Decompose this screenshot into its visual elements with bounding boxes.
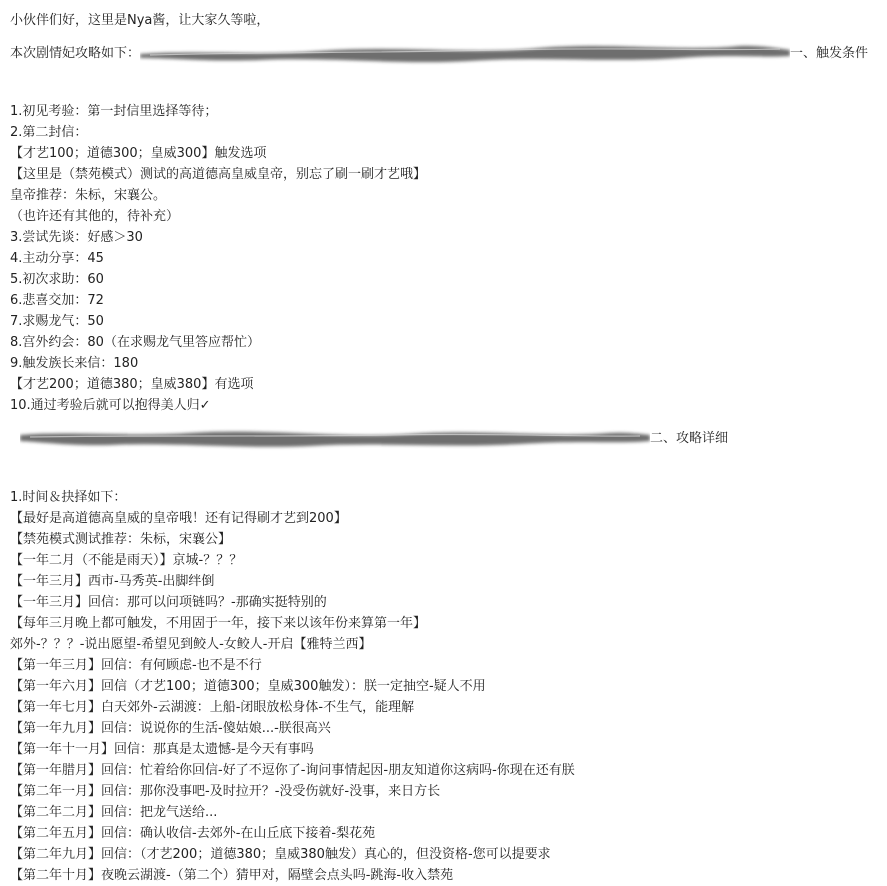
list-item: 【第一年六月】回信（才艺100；道德300；皇威300触发）：朕一定抽空-疑人不用 [10, 679, 486, 694]
list-item: （也许还有其他的，待补充） [10, 209, 180, 224]
list-item: 2.第二封信： [10, 125, 88, 140]
list-item: 【每年三月晚上都可触发，不用固于一年，接下来以该年份来算第一年】 [10, 616, 427, 631]
brush-divider-2 [20, 421, 650, 455]
list-item: 【第一年三月】回信：有何顾虑-也不是不行 [10, 658, 262, 673]
intro-greeting: 小伙伴们好，这里是Nya酱，让大家久等啦， [10, 13, 270, 28]
list-item: 【第一年腊月】回信：忙着给你回信-好了不逗你了-询问事情起因-朋友知道你这病吗-你现在还有朕 [10, 763, 575, 778]
list-item: 7.求赐龙气：50 [10, 314, 104, 329]
list-item: 【第二年十月】夜晚云湖渡-（第二个）猜甲对，隔壁会点头吗-跳海-收入禁苑 [10, 868, 454, 883]
brush-divider-1 [140, 36, 790, 70]
list-item: 1.初见考验：第一封信里选择等待； [10, 104, 218, 119]
list-item: 5.初次求助：60 [10, 272, 104, 287]
list-item: 9.触发族长来信：180 [10, 356, 139, 371]
list-item: 10.通过考验后就可以抱得美人归✓ [10, 398, 211, 413]
list-item: 【第二年九月】回信：（才艺200；道德380；皇威380触发）真心的，但没资格-您可以提要求 [10, 847, 551, 862]
list-item: 【第一年十一月】回信：那真是太遗憾-是今天有事吗 [10, 742, 314, 757]
section-title-guide-details: 二、攻略详细 [650, 431, 729, 446]
list-item: 【一年二月（不能是雨天）】京城-？？？ [10, 553, 243, 568]
list-item: 【第二年五月】回信：确认收信-去郊外-在山丘底下接着-梨花苑 [10, 826, 376, 841]
list-item: 【第二年一月】回信：那你没事吧-及时拉开？-没受伤就好-没事，来日方长 [10, 784, 441, 799]
list-item: 3.尝试先谈：好感＞30 [10, 230, 143, 245]
list-item: 6.悲喜交加：72 [10, 293, 104, 308]
list-item: 郊外-？？？-说出愿望-希望见到鲛人-女鲛人-开启【雅特兰西】 [10, 637, 372, 652]
list-item: 8.宫外约会：80（在求赐龙气里答应帮忙） [10, 335, 260, 350]
list-item: 皇帝推荐：朱标，宋襄公。 [10, 188, 167, 203]
list-item: 【最好是高道德高皇威的皇帝哦！还有记得刷才艺到200】 [10, 511, 347, 526]
list-item: 【一年三月】西市-马秀英-出脚绊倒 [10, 574, 215, 589]
list-item: 【第一年九月】回信：说说你的生活-傻姑娘...-朕很高兴 [10, 721, 331, 736]
list-item: 【一年三月】回信：那可以问项链吗？-那确实挺特别的 [10, 595, 327, 610]
list-item: 【禁苑模式测试推荐：朱标，宋襄公】 [10, 532, 232, 547]
intro-guide-heading: 本次剧情妃攻略如下： [10, 46, 141, 61]
list-item: 【才艺200；道德380；皇威380】有选项 [10, 377, 254, 392]
list-item: 【第一年七月】白天郊外-云湖渡：上船-闭眼放松身体-不生气，能理解 [10, 700, 415, 715]
list-item: 【才艺100；道德300；皇威300】触发选项 [10, 146, 267, 161]
list-item: 【这里是（禁苑模式）测试的高道德高皇威皇帝，别忘了刷一刷才艺哦】 [10, 167, 427, 182]
section-title-trigger-conditions: 一、触发条件 [790, 46, 869, 61]
list-item: 【第二年二月】回信：把龙气送给... [10, 805, 218, 820]
list-item: 1.时间＆抉择如下： [10, 490, 127, 505]
list-item: 4.主动分享：45 [10, 251, 104, 266]
